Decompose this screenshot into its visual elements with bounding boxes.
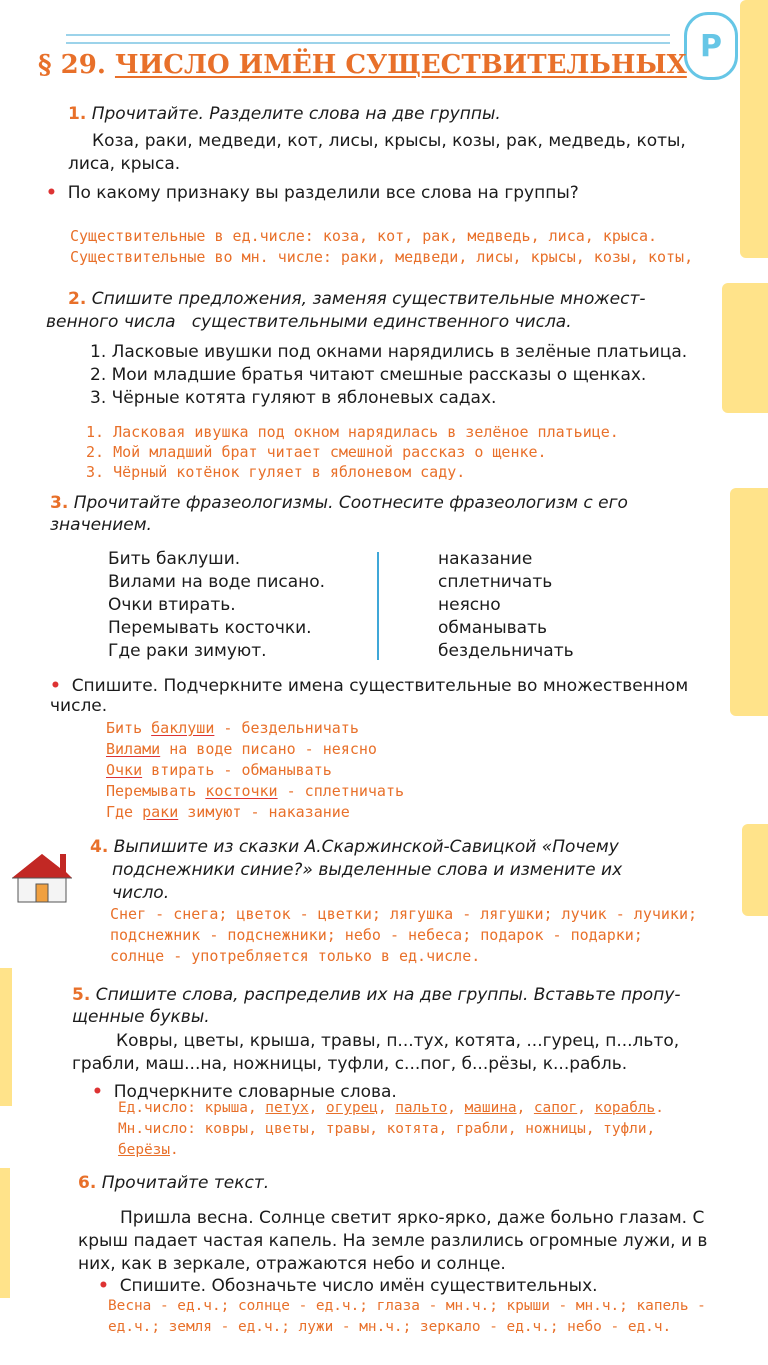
meaning-4: обманывать (438, 618, 548, 638)
task2-answer-line-1: 1. Ласковая ивушка под окном нарядилась в зелёное платьице. (86, 423, 619, 441)
page-title (38, 50, 687, 80)
task2-answer-line-2: 2. Мой младший брат читает смешной рассказ о щенке. (86, 443, 547, 461)
idiom-4: Перемывать косточки. (108, 618, 312, 638)
task6-subtask (98, 1275, 598, 1298)
header-line-top (66, 34, 670, 36)
underlined-word: машина (464, 1100, 517, 1116)
task5-instruction-line-2: щенные буквы. (72, 1007, 210, 1027)
task1-instruction (68, 103, 501, 126)
task6-text-line-2: крыш падает частая капель. На земле разлились огромные лужи, и в (78, 1231, 708, 1251)
task3-answer-line-5: Где раки зимуют - наказание (106, 803, 350, 821)
task6-subtask-text: Спишите. Обозначьте число имён существительных. (119, 1276, 598, 1296)
task5-words-line-2: грабли, маш...на, ножницы, туфли, с...пог, б...рёзы, к...рабль. (72, 1054, 628, 1074)
column-divider (377, 552, 379, 660)
task4-instruction-line-1 (90, 836, 619, 859)
underlined-word: сапог (533, 1100, 578, 1116)
task4-instruction-text-1: Выпишите из сказки А.Скаржинской-Савицкой «Почему (113, 837, 619, 857)
task6-number: 6. (78, 1173, 97, 1193)
task4-answer-line-2: подснежник - подснежники; небо - небеса; подарок - подарки; (110, 926, 643, 944)
answer-text: , (377, 1100, 396, 1116)
task1-question (46, 182, 579, 205)
task2-instruction-text-1: Спишите предложения, заменяя существительные множест- (91, 289, 646, 309)
task6-instruction-text: Прочитайте текст. (101, 1173, 270, 1193)
answer-text: , (577, 1100, 595, 1116)
bullet: • (92, 1082, 103, 1102)
task3-subtask-line-1 (50, 675, 688, 698)
task3-answer-line-2: Вилами на воде писано - неясно (106, 740, 377, 758)
task3-subtask-line-2: числе. (50, 696, 108, 716)
task6-answer-line-2: ед.ч.; земля - ед.ч.; лужи - мн.ч.; зеркало - ед.ч.; небо - ед.ч. (108, 1319, 672, 1335)
underlined-word: берёзы (118, 1142, 170, 1158)
task3-subtask-text: Спишите. Подчеркните имена существительные во множественном (71, 676, 689, 696)
margin-bar-left-1 (0, 968, 12, 1106)
meaning-3: неясно (438, 595, 501, 615)
answer-text: , (447, 1100, 465, 1116)
task3-instruction-line-1 (50, 492, 628, 515)
task2-sentence-3: 3. Чёрные котята гуляют в яблоневых садах. (90, 388, 497, 408)
task4-answer-line-1: Снег - снега; цветок - цветки; лягушка - лягушки; лучик - лучики; (110, 905, 697, 923)
task6-answer-line-1: Весна - ед.ч.; солнце - ед.ч.; глаза - мн.ч.; крыши - мн.ч.; капель - (108, 1298, 706, 1314)
task1-instruction-text: Прочитайте. Разделите слова на две группы. (91, 104, 501, 124)
task6-instruction (78, 1172, 269, 1195)
underlined-word: огурец (325, 1100, 378, 1116)
task5-number: 5. (72, 985, 91, 1005)
task1-answer-line-2: Существительные во мн. числе: раки, медведи, лисы, крысы, козы, коты, (70, 248, 694, 266)
margin-bar-right-4 (742, 824, 768, 916)
task6-text-line-3: них, как в зеркале, отражаются небо и солнце. (78, 1254, 506, 1274)
task3-answer-line-1: Бить баклуши - бездельничать (106, 719, 359, 737)
task1-number: 1. (68, 104, 87, 124)
answer-text: . (655, 1100, 664, 1116)
task5-words-line-1: Ковры, цветы, крыша, травы, п...тух, котята, ...гурец, п...льто, (116, 1031, 680, 1051)
margin-bar-left-2 (0, 1168, 10, 1298)
answer-text: , (516, 1100, 534, 1116)
idiom-2: Вилами на воде писано. (108, 572, 326, 592)
task4-instruction-line-3: число. (112, 883, 170, 903)
bullet: • (46, 183, 57, 203)
underlined-word: пальто (395, 1100, 448, 1116)
task4-instruction-line-2: подснежники синие?» выделенные слова и измените их (112, 860, 623, 880)
idiom-5: Где раки зимуют. (108, 641, 267, 661)
task5-answer-line-3: берёзы. (118, 1142, 179, 1158)
house-icon (10, 852, 74, 904)
meaning-5: бездельничать (438, 641, 574, 661)
language-badge: Р (684, 12, 738, 80)
task5-subtask-text: Подчеркните словарные слова. (113, 1082, 397, 1102)
task2-answer-line-3: 3. Чёрный котёнок гуляет в яблоневом саду. (86, 463, 466, 481)
task4-number: 4. (90, 837, 109, 857)
task3-number: 3. (50, 493, 69, 513)
task5-answer-line-1 (118, 1098, 664, 1119)
task4-answer-line-3: солнце - употребляется только в ед.числе. (110, 947, 481, 965)
task6-text-line-1: Пришла весна. Солнце светит ярко-ярко, даже больно глазам. С (120, 1208, 705, 1228)
task3-instruction-line-2: значением. (50, 515, 152, 535)
bullet: • (50, 676, 61, 696)
margin-bar-right-2 (722, 283, 768, 413)
meaning-1: наказание (438, 549, 533, 569)
task1-words: Коза, раки, медведи, кот, лисы, крысы, козы, рак, медведь, коты, лиса, крыса. (68, 131, 686, 174)
task2-instruction-line-1 (68, 288, 646, 311)
task1-answer-line-1: Существительные в ед.числе: коза, кот, рак, медведь, лиса, крыса. (70, 227, 657, 245)
answer-text: Ед.число: крыша, (118, 1100, 266, 1116)
header-line-bottom (66, 42, 670, 44)
answer-text: , (308, 1100, 326, 1116)
task2-sentence-2: 2. Мои младшие братья читают смешные рассказы о щенках. (90, 365, 647, 385)
task3-instruction-text-1: Прочитайте фразеологизмы. Соотнесите фразеологизм с его (73, 493, 628, 513)
margin-bar-right-1 (740, 0, 768, 258)
task3-answer-line-4: Перемывать косточки - сплетничать (106, 782, 405, 800)
idiom-1: Бить баклуши. (108, 549, 241, 569)
task2-instruction-line-2: венного числа существительными единственного числа. (46, 312, 572, 332)
task2-number: 2. (68, 289, 87, 309)
task3-answer-line-3: Очки втирать - обманывать (106, 761, 332, 779)
underlined-word: петух (265, 1100, 309, 1116)
idiom-3: Очки втирать. (108, 595, 236, 615)
task5-instruction-line-1 (72, 984, 681, 1007)
task5-instruction-text-1: Спишите слова, распределив их на две группы. Вставьте пропу- (95, 985, 681, 1005)
meaning-2: сплетничать (438, 572, 553, 592)
task2-sentence-1: 1. Ласковые ивушки под окнами нарядились в зелёные платьица. (90, 342, 688, 362)
section-title: ЧИСЛО ИМЁН СУЩЕСТВИТЕЛЬНЫХ (114, 50, 687, 80)
task1-question-text: По какому признаку вы разделили все слова на группы? (67, 183, 579, 203)
margin-bar-right-3 (730, 488, 768, 716)
section-number: § 29. (38, 50, 106, 80)
underlined-word: корабль (594, 1100, 656, 1116)
task5-answer-line-2: Мн.число: ковры, цветы, травы, котята, грабли, ножницы, туфли, (118, 1121, 656, 1137)
bullet: • (98, 1276, 109, 1296)
